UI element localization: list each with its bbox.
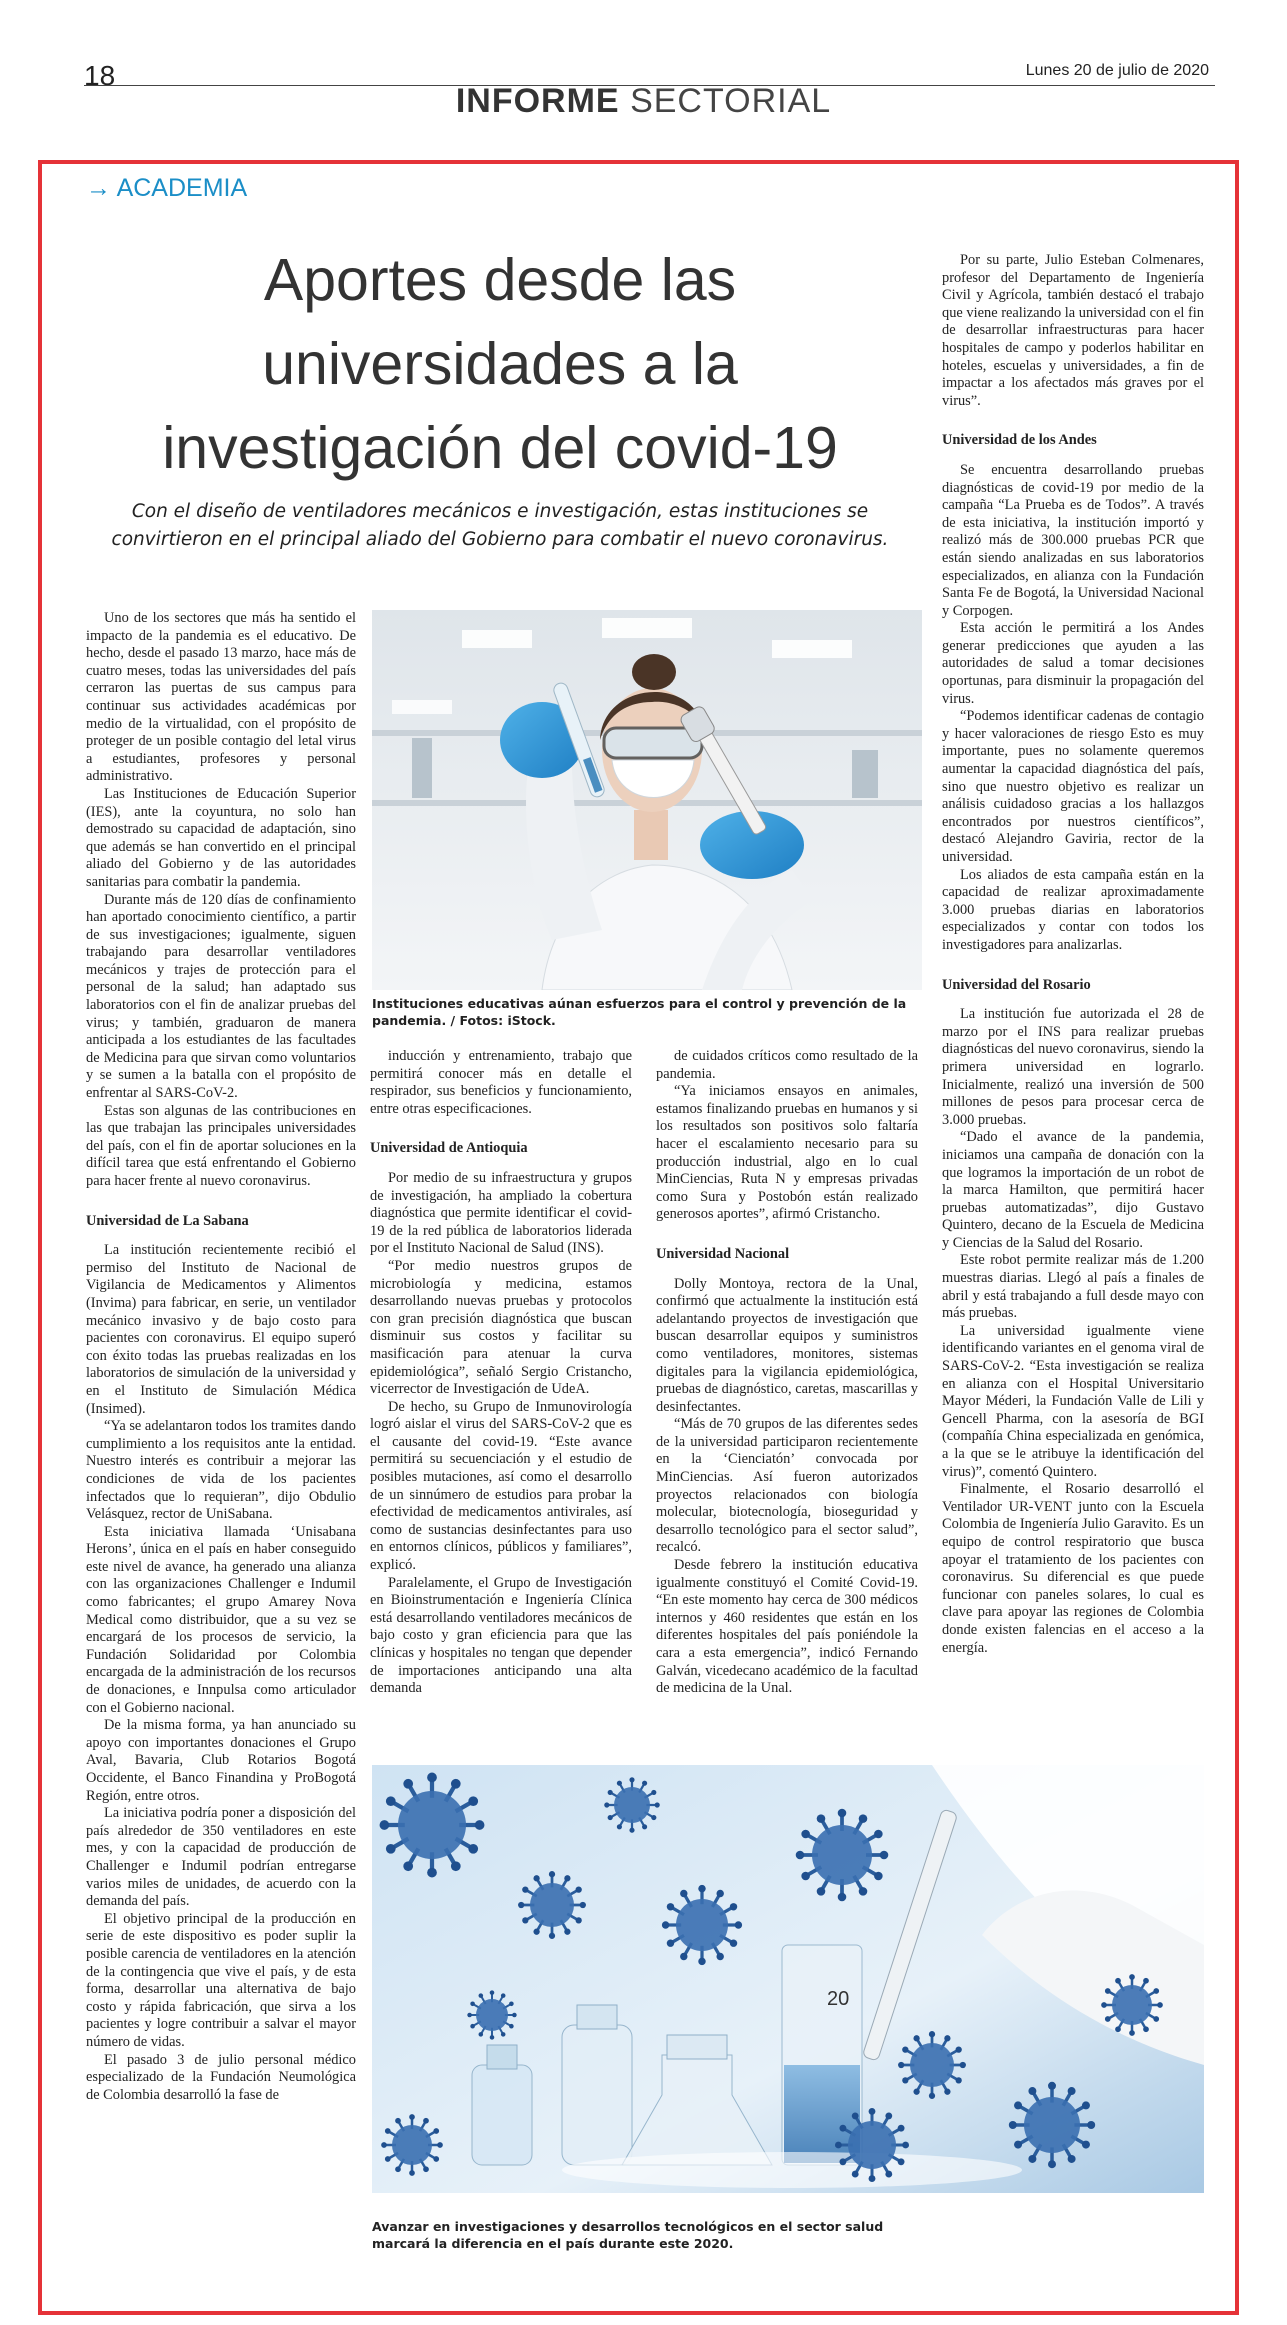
body-paragraph: Los aliados de esta campaña están en la capacidad de realizar aproximadamente 3.000 pruebas diarias en laboratorios especializados y contar con todos los investigadores para analizarlas. [942, 866, 1204, 953]
body-paragraph: de cuidados críticos como resultado de la pandemia. [656, 1048, 918, 1082]
lab-researcher-photo [372, 610, 922, 990]
body-paragraph: Finalmente, el Rosario desarrolló el Ventilador UR-VENT junto con la Escuela Colombia de Ingeniería Julio Garavito. Es un equipo de control respiratorio que busca apoyar el tratamiento de los pacientes con coronavirus. Su diferencial es que puede funcionar con paneles solares, lo cual es clave para apoyar las regiones de Colombia donde existen falencias en el acceso a la energía. [942, 1481, 1204, 1656]
beaker-label: 20 [827, 1988, 850, 2010]
body-paragraph: “Ya iniciamos ensayos en animales, estamos finalizando pruebas en humanos y si los resultados son positivos solo faltaría hacer el escalamiento necesario para su producción industrial, algo en lo cual MinCiencias, Ruta N y empresas privadas como Sura y Postobón están realizado generosos aportes”, afirmó Cristancho. [656, 1083, 918, 1223]
body-paragraph: El objetivo principal de la producción en serie de este dispositivo es poder suplir la posible carencia de ventiladores en la atención de la contingencia que vive el país, y de esta forma, desarrollar una alternativa de bajo costo y rápida fabricación, que sirva a los pacientes y logre contribuir a salvar el mayor número de vidas. [86, 1910, 356, 2050]
photo-caption: Avanzar en investigaciones y desarrollos tecnológicos en el sector salud marcará la diferencia en el país durante este 2020. [372, 2219, 884, 2251]
photo-caption: Instituciones educativas aúnan esfuerzos para el control y prevención de la pandemia. / Fotos: iStock. [372, 996, 907, 1028]
body-paragraph: De la misma forma, ya han anunciado su apoyo con importantes donaciones el Grupo Aval, Bavaria, Club Rotarios Bogotá Occidente, el Banco Finandina y ProBogotá Región, entre otros. [86, 1717, 356, 1804]
page-number: 18 [84, 60, 116, 91]
body-paragraph: La institución recientemente recibió el permiso del Instituto de Nacional de Vigilancia de Medicamentos y Alimentos (Invima) para fabricar, en serie, un ventilador mecánico invasivo y de bajo costo para pacientes con coronavirus. El equipo superó con éxito todas las pruebas realizadas en los laboratorios de simulación de la universidad y en el Instituto de Simulación Médica (Insimed). [86, 1242, 356, 1417]
body-paragraph: “Ya se adelantaron todos los tramites dando cumplimiento a los requisitos ante la entidad. Nuestro interés es contribuir a mejorar las condiciones de vida de los pacientes infectados que lo requieran”, dijo Obdulio Velásquez, rector de UniSabana. [86, 1418, 356, 1523]
subheading: Universidad Nacional [656, 1245, 790, 1262]
body-paragraph: Estas son algunas de las contribuciones en las que trabajan las principales universidades del país, con el fin de aportar soluciones en la difícil tarea que está enfrentando el Gobierno para hacer frente al nuevo coronavirus. [86, 1102, 356, 1189]
body-paragraph: Se encuentra desarrollando pruebas diagnósticas de covid-19 por medio de la campaña “La Prueba es de Todos”. A través de esta iniciativa, la institución importó y realizó más de 300.000 pruebas PCR que están siendo analizadas en sus laboratorios especializados, en alianza con la Fundación Santa Fe de Bogotá, la Universidad Nacional y Corpogen. [942, 461, 1204, 619]
body-paragraph: Las Instituciones de Educación Superior (IES), ante la coyuntura, no solo han demostrado su capacidad de adaptación, sino que además se han convertido en el principal aliado del Gobierno y de las autoridades sanitarias para combatir la pandemia. [86, 785, 356, 890]
body-paragraph: Esta iniciativa llamada ‘Unisabana Herons’, única en el país en haber conseguido este nivel de avance, ha generado una alianza con las organizaciones Challenger e Indumil como fabricantes; el grupo Amarey Nova Medical como distribuidor, que a su vez se encargará de los procesos de servicio, la Fundación Solidaridad por Colombia encargada de la administración de los recursos de donaciones, e Innpulsa como articulador con el Gobierno nacional. [86, 1523, 356, 1716]
body-paragraph: Durante más de 120 días de confinamiento han aportado conocimiento científico, a partir de sus investigaciones; igualmente, siguen trabajando para desarrollar ventiladores mecánicos y trajes de protección para el personal de la salud; han adaptado sus laboratorios con el fin de analizar pruebas del virus; y también, graduaron de manera anticipada a los estudiantes de las facultades de Medicina para que sirvan como voluntarios y se sumen a la batalla con el propósito de enfrentar al SARS-CoV-2. [86, 891, 356, 1102]
article-column-2 [370, 1048, 632, 1698]
article-column-1 [86, 610, 356, 2104]
lab-researcher-illustration [372, 610, 922, 990]
body-paragraph: El pasado 3 de julio personal médico especializado de la Fundación Neumológica de Colombia desarrolló la fase de [86, 2051, 356, 2103]
headline-line: universidades a la [262, 331, 738, 397]
body-paragraph: Esta acción le permitirá a los Andes generar predicciones que ayuden a las autoridades de salud a tomar decisiones oportunas, para disminuir la propagación del virus. [942, 620, 1204, 707]
body-paragraph: La institución fue autorizada el 28 de marzo por el INS para realizar pruebas diagnósticas del nuevo coronavirus, siendo la primera universidad en lograrlo. Inicialmente, realizó una inversión de 500 millones de pesos para procesar cerca de 3.000 pruebas. [942, 1006, 1204, 1128]
subheading: Universidad de Antioquia [370, 1140, 528, 1157]
headline-line: Aportes desde las [263, 247, 737, 313]
body-paragraph: La iniciativa podría poner a disposición del país alrededor de 350 ventiladores en este mes, y con la capacidad de producción de Challenger e Indumil podrían entregarse varios miles de unidades, de acuerdo con la demanda del país. [86, 1805, 356, 1910]
virus-lab-photo [372, 1765, 1204, 2193]
body-paragraph: “Por medio nuestros grupos de microbiología y medicina, estamos desarrollando nuevas pruebas y protocolos con gran precisión diagnóstica que buscan disminuir sus costos y facilitar su masificación para atenuar la curva epidemiológica”, señaló Sergio Cristancho, vicerrector de Investigación de UdeA. [370, 1257, 632, 1398]
article-column-4 [942, 252, 1204, 1657]
body-paragraph: “Podemos identificar cadenas de contagio y hacer valoraciones de riesgo Esto es muy importante, pues no solamente queremos aumentar la capacidad diagnóstica del país, sino que nuestro objetivo es realizar un análisis cuidadoso gracias a los hallazgos encontrados por nuestros científicos”, destacó Alejandro Gaviria, rector de la universidad. [942, 708, 1204, 865]
body-paragraph: “Dado el avance de la pandemia, iniciamos una campaña de donación con la que logramos la importación de un robot de la marca Hamilton, que permitirá hacer pruebas automatizadas”, dijo Gustavo Quintero, decano de la Escuela de Medicina y Ciencias de la Salud del Rosario. [942, 1129, 1204, 1251]
subheading: Universidad del Rosario [942, 976, 1091, 993]
section-header [0, 82, 1287, 121]
kicker [86, 174, 247, 203]
arrow-right-icon: → [86, 174, 111, 202]
body-paragraph: Desde febrero la institución educativa igualmente constituyó el Comité Covid-19. “En este momento hay cerca de 300 médicos internos y 460 residentes que están en los diferentes hospitales del país poniéndole la cara a esta emergencia”, indicó Fernando Galván, vicedecano académico de la facultad de medicina de la Unal. [656, 1557, 918, 1697]
body-paragraph: Uno de los sectores que más ha sentido el impacto de la pandemia es el educativo. De hecho, desde el pasado 13 marzo, hace más de cuatro meses, todas las universidades del país cerraron las puertas de sus campus para continuar sus actividades académicas por medio de la virtualidad, con el propósito de proteger de un posible contagio del letal virus a estudiantes, profesores y personal administrativo. [86, 610, 356, 785]
body-paragraph: “Más de 70 grupos de las diferentes sedes de la universidad participaron recientemente en la ‘Cienciatón’ convocada por MinCiencias. Así fueron autorizados proyectos relacionados con biología molecular, biotecnología, bioseguridad y desarrollo tecnológico para el sector salud”, recalcó. [656, 1416, 918, 1556]
publication-date: Lunes 20 de julio de 2020 [1025, 62, 1209, 79]
kicker-label: ACADEMIA [116, 174, 248, 202]
article-deck: Con el diseño de ventiladores mecánicos e investigación, estas instituciones se convirtieron en el principal aliado del Gobierno para combatir el nuevo coronavirus. [111, 501, 889, 550]
body-paragraph: inducción y entrenamiento, trabajo que permitirá conocer más en detalle el respirador, sus beneficios y funcionamiento, entre otras especificaciones. [370, 1048, 632, 1117]
body-paragraph: De hecho, su Grupo de Inmunovirología logró aislar el virus del SARS-CoV-2 que es el causante del covid-19. “Este avance permitirá su secuenciación y el estudio de posibles mutaciones, así como el desarrollo de un sinnúmero de estudios para probar la efectividad de medicamentos antivirales, así como de sustancias desinfectantes para uso en entornos clínicos, públicos y familiares”, explicó. [370, 1398, 632, 1574]
body-paragraph: La universidad igualmente viene identificando variantes en el genoma viral de SARS-CoV-2. “Esta investigación se realiza en alianza con el Hospital Universitario Mayor Méderi, la Fundación Valle de Lili y Gencell Pharma, con la asesoría de BGI (compañía China especializada en genómica, a la que se le atribuye la identificación del virus)”, comentó Quintero. [942, 1322, 1204, 1480]
body-paragraph: Dolly Montoya, rectora de la Unal, confirmó que actualmente la institución está adelantando proyectos de investigación que buscan desarrollar equipos y suministros como ventiladores, monitores, sistemas digitales para la vigilancia epidemiológica, pruebas de diagnóstico, caretas, mascarillas y desinfectantes. [656, 1275, 918, 1415]
virus-glassware-illustration [372, 1765, 1204, 2193]
subheading: Universidad de los Andes [942, 432, 1097, 449]
article-column-3 [656, 1048, 918, 1698]
section-name-light: SECTORIAL [630, 82, 832, 120]
headline [120, 238, 880, 490]
body-paragraph: Paralelamente, el Grupo de Investigación en Bioinstrumentación e Ingeniería Clínica está desarrollando ventiladores mecánicos de bajo costo y gran eficiencia para que las clínicas y hospitales no tengan que depender de importaciones anticipando una alta demanda [370, 1574, 632, 1697]
body-paragraph: Por medio de su infraestructura y grupos de investigación, ha ampliado la cobertura diagnóstica que permite identificar el covid-19 de la red pública de laboratorios liderada por el Instituto Nacional de Salud (INS). [370, 1169, 632, 1257]
headline-line: investigación del covid-19 [162, 415, 838, 481]
subheading: Universidad de La Sabana [86, 1212, 249, 1229]
body-paragraph: Por su parte, Julio Esteban Colmenares, profesor del Departamento de Ingeniería Civil y Agrícola, también destacó el trabajo que viene realizando la universidad con el fin de desarrollar infraestructuras para hacer hospitales de campo y poderlos habilitar en hoteles, escuelas y universidades, a fin de impactar a los afectados más graves por el virus”. [942, 252, 1204, 409]
section-name-bold: INFORME [455, 82, 620, 120]
body-paragraph: Este robot permite realizar más de 1.200 muestras diarias. Llegó al país a finales de abril y está trabajando a full desde mayo con más pruebas. [942, 1252, 1204, 1322]
